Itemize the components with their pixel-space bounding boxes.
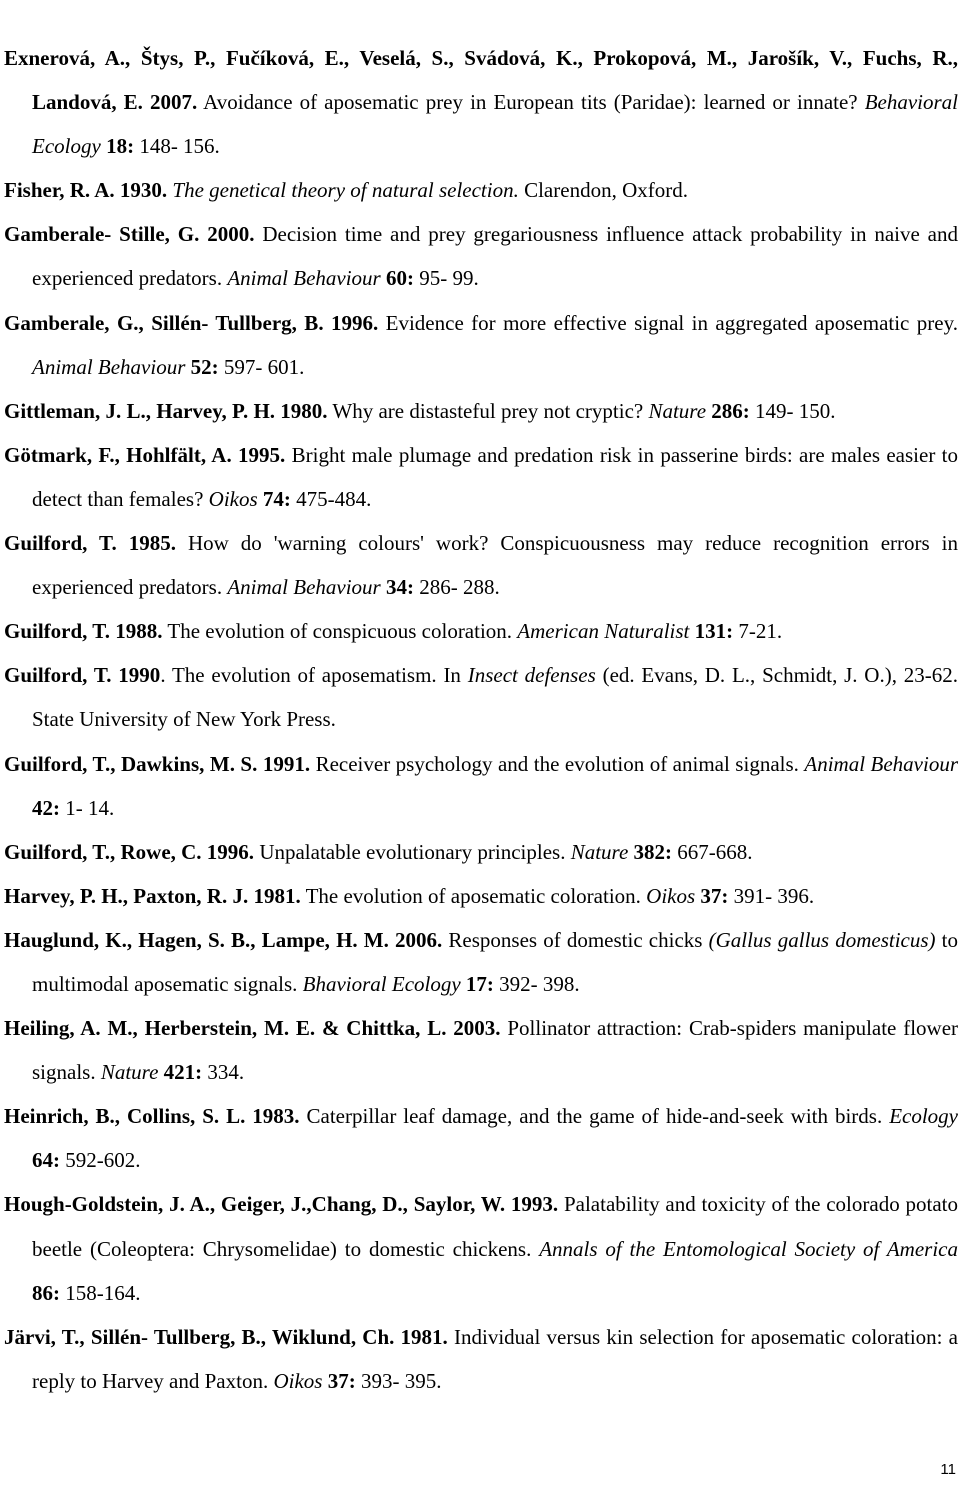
reference-authors: Fisher, R. A. 1930. xyxy=(4,178,168,203)
reference-pages: 286- 288. xyxy=(413,575,500,600)
reference-volume: 42: xyxy=(32,795,60,820)
reference-entry xyxy=(4,1094,958,1182)
reference-entry xyxy=(4,1006,958,1094)
reference-source: Ecology xyxy=(889,1104,958,1129)
reference-pages: 334. xyxy=(202,1060,245,1085)
reference-volume: 60: xyxy=(380,266,414,291)
reference-authors: Guilford, T. 1988. xyxy=(4,619,163,644)
reference-title: Decision time and prey gregariousness influence attack probability in naive and experienced predators. xyxy=(32,222,958,291)
reference-authors: Gittleman, J. L., Harvey, P. H. 1980. xyxy=(4,398,328,423)
reference-authors: Heiling, A. M., Herberstein, M. E. & Chittka, L. 2003. xyxy=(4,1016,501,1041)
reference-list xyxy=(4,36,958,1403)
reference-authors: Guilford, T. 1985. xyxy=(4,531,176,556)
reference-pages: 475-484. xyxy=(290,486,372,511)
reference-source: Nature xyxy=(570,839,629,864)
reference-entry xyxy=(4,1182,958,1314)
reference-entry xyxy=(4,1315,958,1403)
reference-source: American Naturalist xyxy=(517,619,690,644)
reference-source: Insect defenses xyxy=(467,663,596,688)
reference-entry xyxy=(4,301,958,389)
reference-volume: 37: xyxy=(695,883,729,908)
page-number: 11 xyxy=(940,1461,956,1478)
reference-volume: 34: xyxy=(380,575,414,600)
reference-entry xyxy=(4,389,958,433)
reference-title: The evolution of conspicuous coloration. xyxy=(162,619,518,644)
reference-source: Animal Behaviour xyxy=(32,354,186,379)
reference-pages: 7-21. xyxy=(733,619,783,644)
reference-entry xyxy=(4,521,958,609)
reference-title: Responses of domestic chicks xyxy=(442,927,709,952)
reference-volume: 382: xyxy=(628,839,673,864)
reference-title: Evidence for more effective signal in aggregated aposematic prey. xyxy=(378,310,958,335)
reference-pages: 95- 99. xyxy=(413,266,479,291)
reference-authors: Hough-Goldstein, J. A., Geiger, J.,Chang, D., Saylor, W. 1993. xyxy=(4,1192,559,1217)
reference-volume: 64: xyxy=(32,1148,60,1173)
reference-source: Bhavioral Ecology xyxy=(302,971,461,996)
reference-title: Receiver psychology and the evolution of animal signals. xyxy=(310,751,805,776)
reference-pages: 391- 396. xyxy=(728,883,815,908)
reference-title: Bright male plumage and predation risk in passerine birds: are males easier to detect than females? xyxy=(32,442,958,511)
reference-entry xyxy=(4,830,958,874)
reference-pages: 1- 14. xyxy=(60,795,115,820)
reference-volume: 52: xyxy=(185,354,219,379)
reference-source: Nature xyxy=(648,398,707,423)
reference-authors: Exnerová, A., Štys, P., Fučíková, E., Veselá, S., Svádová, K., Prokopová, M., Jarošík, V., Fuchs, R., Landová, E. 2007. xyxy=(4,46,958,115)
reference-entry xyxy=(4,212,958,300)
reference-pages: 158-164. xyxy=(60,1280,141,1305)
reference-entry xyxy=(4,918,958,1006)
reference-entry xyxy=(4,609,958,653)
reference-volume: 74: xyxy=(257,486,291,511)
reference-pages: Clarendon, Oxford. xyxy=(518,178,688,203)
reference-source: Animal Behaviour xyxy=(227,575,381,600)
reference-source: Oikos xyxy=(646,883,696,908)
reference-entry xyxy=(4,168,958,212)
reference-source: Oikos xyxy=(208,486,258,511)
reference-authors: Hauglund, K., Hagen, S. B., Lampe, H. M. 2006. xyxy=(4,927,443,952)
reference-title: Palatability and toxicity of the colorado potato beetle (Coleoptera: Chrysomelidae) to domestic chickens. xyxy=(32,1192,958,1261)
reference-source: The genetical theory of natural selection. xyxy=(172,178,519,203)
reference-entry xyxy=(4,36,958,168)
reference-entry xyxy=(4,433,958,521)
reference-authors: Guilford, T., Rowe, C. 1996. xyxy=(4,839,255,864)
reference-title: Why are distasteful prey not cryptic? xyxy=(327,398,649,423)
reference-authors: Gamberale- Stille, G. 2000. xyxy=(4,222,255,247)
reference-entry xyxy=(4,653,958,741)
reference-title: Unpalatable evolutionary principles. xyxy=(254,839,571,864)
reference-pages: (ed. Evans, D. L., Schmidt, J. O.), 23-62. State University of New York Press. xyxy=(32,663,958,732)
reference-source: Animal Behaviour xyxy=(804,751,958,776)
reference-volume: 37: xyxy=(322,1368,356,1393)
reference-volume: 286: xyxy=(706,398,750,423)
reference-title: Pollinator attraction: Crab-spiders manipulate flower signals. xyxy=(32,1016,959,1085)
reference-authors: Gamberale, G., Sillén- Tullberg, B. 1996. xyxy=(4,310,379,335)
reference-pages: 148- 156. xyxy=(134,134,220,159)
reference-authors: Guilford, T., Dawkins, M. S. 1991. xyxy=(4,751,311,776)
reference-source: Animal Behaviour xyxy=(227,266,381,291)
reference-volume: 421: xyxy=(158,1060,203,1085)
reference-title: . The evolution of aposematism. In xyxy=(160,663,468,688)
reference-pages: 149- 150. xyxy=(749,398,836,423)
reference-volume: 18: xyxy=(100,134,135,159)
reference-title: Avoidance of aposematic prey in European tits (Paridae): learned or innate? xyxy=(197,90,865,115)
reference-source: Annals of the Entomological Society of America xyxy=(539,1236,958,1261)
reference-pages: 592-602. xyxy=(60,1148,141,1173)
reference-title-species: (Gallus gallus domesticus) xyxy=(708,927,936,952)
reference-title: Individual versus kin selection for aposematic coloration: a reply to Harvey and Paxton. xyxy=(32,1324,958,1393)
reference-entry xyxy=(4,742,958,830)
reference-source: Nature xyxy=(100,1060,159,1085)
reference-authors: Guilford, T. 1990 xyxy=(4,663,161,688)
reference-pages: 597- 601. xyxy=(218,354,305,379)
reference-volume: 17: xyxy=(460,971,494,996)
reference-source: Oikos xyxy=(273,1368,323,1393)
reference-authors: Heinrich, B., Collins, S. L. 1983. xyxy=(4,1104,300,1129)
reference-authors: Järvi, T., Sillén- Tullberg, B., Wiklund, Ch. 1981. xyxy=(4,1324,448,1349)
reference-title-rest: to multimodal aposematic signals. xyxy=(32,927,959,996)
reference-authors: Harvey, P. H., Paxton, R. J. 1981. xyxy=(4,883,301,908)
reference-pages: 393- 395. xyxy=(355,1368,442,1393)
reference-source: Behavioral Ecology xyxy=(32,90,958,159)
reference-entry xyxy=(4,874,958,918)
reference-title: How do 'warning colours' work? Conspicuousness may reduce recognition errors in experienced predators. xyxy=(32,531,958,600)
reference-volume: 131: xyxy=(689,619,734,644)
reference-authors: Götmark, F., Hohlfält, A. 1995. xyxy=(4,442,286,467)
reference-title: The evolution of aposematic coloration. xyxy=(300,883,647,908)
reference-volume: 86: xyxy=(32,1280,60,1305)
reference-title: Caterpillar leaf damage, and the game of hide-and-seek with birds. xyxy=(299,1104,890,1129)
reference-pages: 392- 398. xyxy=(493,971,580,996)
reference-pages: 667-668. xyxy=(672,839,753,864)
